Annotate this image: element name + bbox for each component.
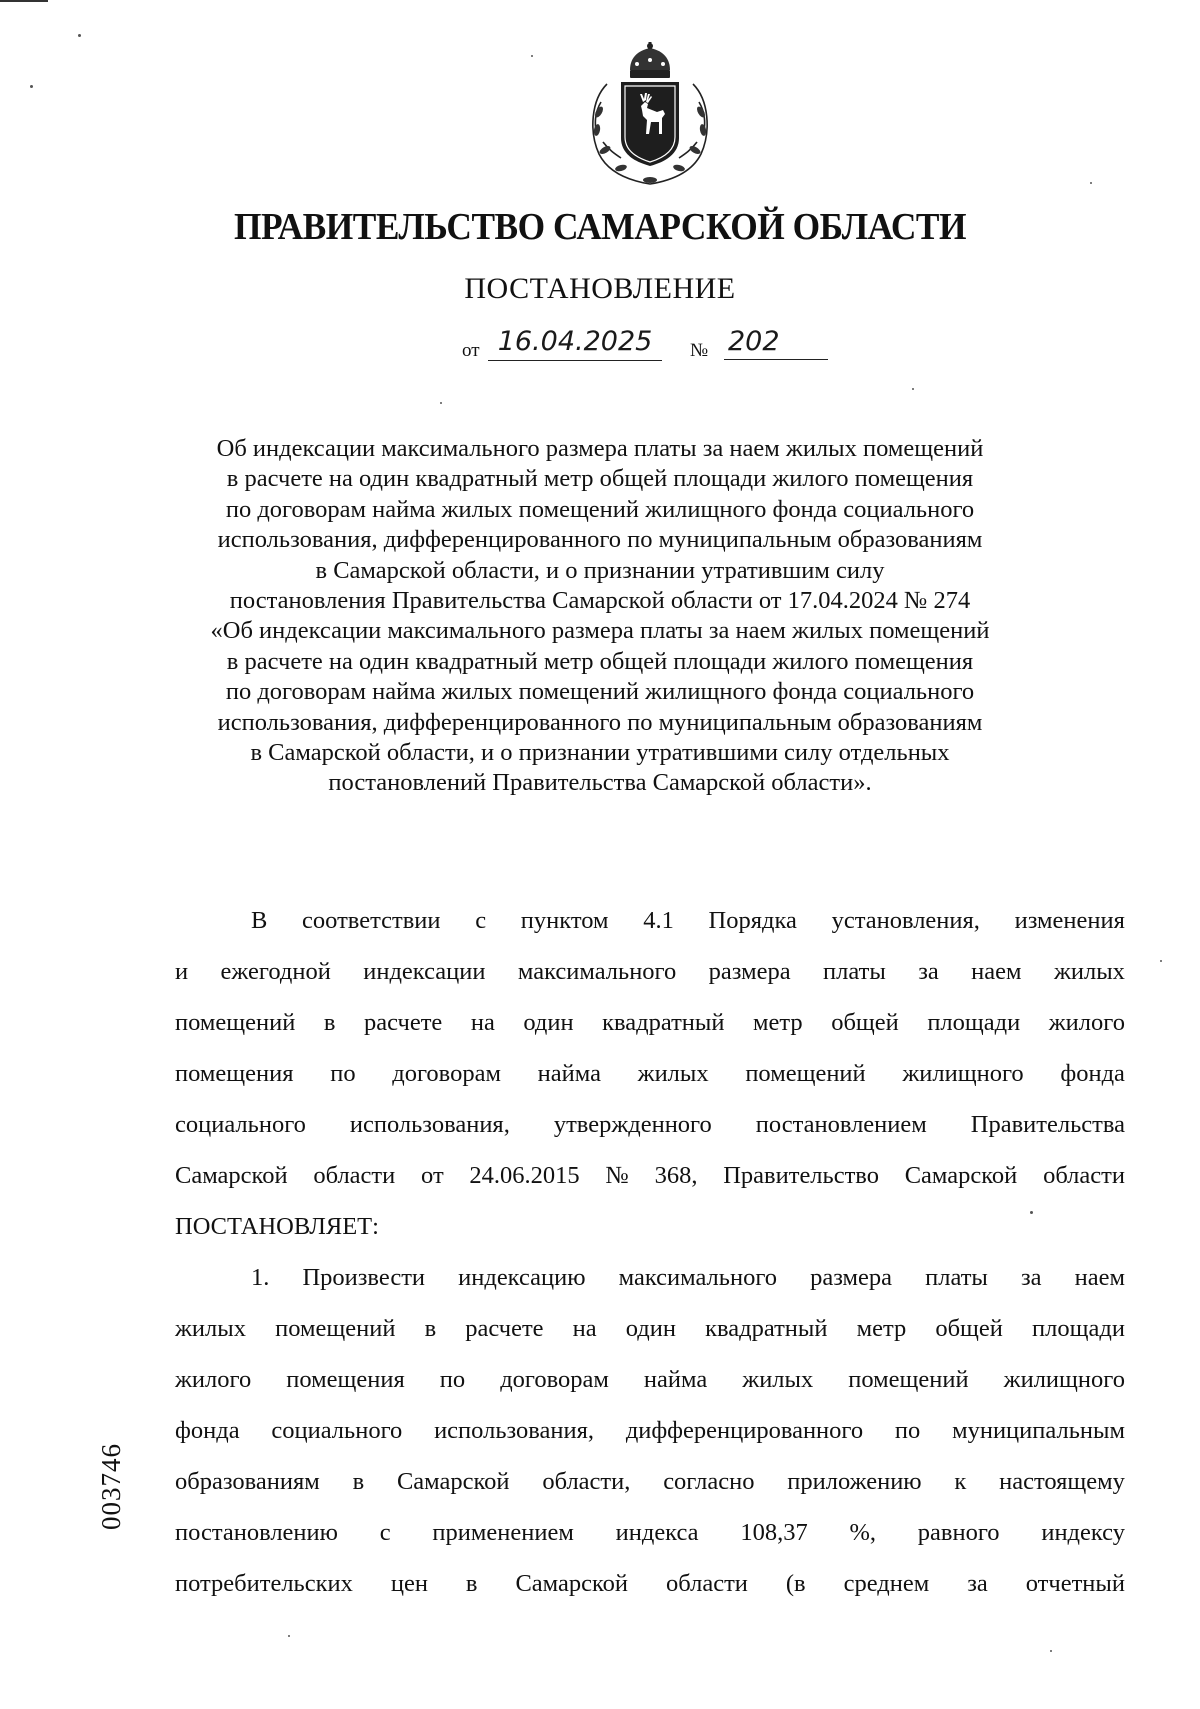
word: среднем	[843, 1570, 930, 1597]
word: наем	[1074, 1264, 1125, 1291]
paragraph-line	[175, 1099, 1125, 1150]
word: квадратный	[602, 1009, 725, 1036]
word: расчете	[364, 1009, 443, 1036]
word: в	[424, 1315, 437, 1342]
scan-speck	[78, 34, 81, 37]
word: жилищного	[1003, 1366, 1125, 1393]
word: области,	[542, 1468, 631, 1495]
word: за	[967, 1570, 988, 1597]
scan-speck	[1030, 1211, 1033, 1214]
word: к	[954, 1468, 967, 1495]
paragraph-line	[175, 895, 1125, 946]
word: ПОСТАНОВЛЯЕТ:	[175, 1213, 379, 1240]
word: в	[323, 1009, 336, 1036]
word: помещений	[745, 1060, 866, 1087]
paragraph-line	[175, 1150, 1125, 1201]
word: найма	[643, 1366, 708, 1393]
word: расчете	[465, 1315, 544, 1342]
paragraph-line	[175, 1456, 1125, 1507]
word: дифференцированного	[625, 1417, 864, 1444]
word: фонда	[1060, 1060, 1125, 1087]
paragraph-line	[175, 1201, 1125, 1252]
paragraph-line	[175, 946, 1125, 997]
word: утвержденного	[553, 1111, 712, 1138]
word: постановлению	[175, 1519, 338, 1546]
paragraph-line	[175, 1252, 1125, 1303]
word: общей	[831, 1009, 899, 1036]
word: %,	[849, 1519, 877, 1546]
word: индексу	[1041, 1519, 1125, 1546]
word: от	[421, 1162, 444, 1189]
word: с	[475, 907, 487, 934]
document-type: ПОСТАНОВЛЕНИЕ	[464, 272, 736, 305]
word: максимального	[517, 958, 677, 985]
subject-line: в расчете на один квадратный метр общей площади жилого помещения	[226, 465, 974, 493]
date-prefix: от	[462, 340, 480, 361]
word: помещений	[848, 1366, 969, 1393]
word: Самарской	[175, 1162, 288, 1189]
word: социального	[271, 1417, 403, 1444]
scan-speck	[1050, 1650, 1052, 1652]
word: равного	[917, 1519, 1000, 1546]
word: №	[605, 1162, 629, 1189]
word: размера	[810, 1264, 893, 1291]
word: помещения	[175, 1060, 294, 1087]
word: настоящему	[999, 1468, 1125, 1495]
subject-line: в Самарской области, и о признании утратившим силу	[315, 556, 885, 584]
word: согласно	[663, 1468, 755, 1495]
word: образованиям	[175, 1468, 320, 1495]
word: Произвести	[302, 1264, 426, 1291]
word: с	[379, 1519, 391, 1546]
word: жилых	[742, 1366, 814, 1393]
subject-line: использования, дифференцированного по муниципальным образованиям	[217, 708, 983, 736]
word: Правительства	[970, 1111, 1125, 1138]
samara-coat-of-arms-icon	[585, 42, 715, 187]
word: Правительство	[723, 1162, 879, 1189]
word: по	[439, 1366, 466, 1393]
subject-line: в Самарской области, и о признании утратившими силу отдельных	[250, 739, 950, 767]
word: 108,37	[740, 1519, 808, 1546]
word: ежегодной	[220, 958, 331, 985]
word: изменения	[1014, 907, 1125, 934]
word: жилого	[1048, 1009, 1125, 1036]
word: 4.1	[643, 907, 674, 934]
scan-speck	[1090, 182, 1092, 184]
word: жилых	[175, 1315, 246, 1342]
date-number-line	[462, 328, 842, 368]
scan-speck	[440, 402, 442, 404]
document-subject	[0, 434, 1200, 799]
word: В	[251, 907, 268, 934]
paragraph-line	[175, 1303, 1125, 1354]
paragraph-line	[175, 1558, 1125, 1609]
word: 368,	[654, 1162, 698, 1189]
margin-registration-number: 003746	[96, 1443, 126, 1531]
organization-title: ПРАВИТЕЛЬСТВО САМАРСКОЙ ОБЛАСТИ	[233, 206, 967, 248]
scan-speck	[30, 85, 33, 88]
word: один	[523, 1009, 574, 1036]
subject-line: Об индексации максимального размера платы за наем жилых помещений	[216, 435, 984, 462]
subject-line: «Об индексации максимального размера платы за наем жилых помещений	[210, 617, 990, 645]
word: использования,	[349, 1111, 510, 1138]
word: в	[465, 1570, 478, 1597]
word: фонда	[175, 1417, 240, 1444]
word: приложению	[787, 1468, 922, 1495]
word: отчетный	[1025, 1570, 1125, 1597]
word: размера	[708, 958, 791, 985]
preamble-paragraph	[175, 895, 1125, 1252]
clause-1-paragraph	[175, 1252, 1125, 1609]
word: потребительских	[175, 1570, 353, 1597]
word: по	[330, 1060, 356, 1087]
word: социального	[175, 1111, 306, 1138]
word: за	[1020, 1264, 1042, 1291]
word: жилых	[637, 1060, 709, 1087]
paragraph-line	[175, 1048, 1125, 1099]
word: метр	[856, 1315, 907, 1342]
word: помещений	[275, 1315, 396, 1342]
word: Порядка	[708, 907, 797, 934]
subject-line: использования, дифференцированного по муниципальным образованиям	[217, 526, 983, 554]
scan-corner-mark	[0, 0, 48, 2]
word: на	[572, 1315, 597, 1342]
word: цен	[390, 1570, 428, 1597]
paragraph-line	[175, 997, 1125, 1048]
word: один	[625, 1315, 676, 1342]
word: метр	[753, 1009, 803, 1036]
word: Самарской	[515, 1570, 629, 1597]
handwritten-date: 16.04.2025	[488, 326, 662, 361]
number-sign: №	[690, 340, 709, 361]
word: муниципальным	[952, 1417, 1125, 1444]
word: области	[1043, 1162, 1125, 1189]
scan-speck	[531, 55, 533, 57]
word: площади	[1032, 1315, 1125, 1342]
paragraph-line	[175, 1354, 1125, 1405]
word: жилищного	[902, 1060, 1024, 1087]
word: на	[470, 1009, 495, 1036]
word: жилых	[1053, 958, 1125, 985]
word: жилого	[175, 1366, 252, 1393]
scan-speck	[912, 388, 914, 390]
word: договорам	[500, 1366, 609, 1393]
subject-line: постановления Правительства Самарской области от 17.04.2024 № 274	[229, 587, 971, 615]
word: индексации	[363, 958, 486, 985]
word: наем	[971, 958, 1022, 985]
subject-line: постановлений Правительства Самарской области».	[328, 769, 872, 797]
word: 1.	[251, 1264, 270, 1291]
word: найма	[537, 1060, 601, 1087]
word: и	[175, 958, 189, 985]
word: площади	[927, 1009, 1021, 1036]
word: за	[918, 958, 939, 985]
word: Самарской	[396, 1468, 510, 1495]
word: платы	[823, 958, 886, 985]
word: платы	[925, 1264, 988, 1291]
scan-speck	[1160, 960, 1162, 962]
word: 24.06.2015	[469, 1162, 580, 1189]
word: договорам	[392, 1060, 501, 1087]
handwritten-number: 202	[724, 326, 828, 360]
word: соответствии	[302, 907, 441, 934]
paragraph-line	[175, 1405, 1125, 1456]
word: общей	[935, 1315, 1003, 1342]
word: помещения	[286, 1366, 405, 1393]
word: (в	[785, 1570, 806, 1597]
subject-line: в расчете на один квадратный метр общей площади жилого помещения	[226, 647, 974, 675]
paragraph-line	[175, 1507, 1125, 1558]
scan-speck	[288, 1635, 290, 1637]
subject-line: по договорам найма жилых помещений жилищного фонда социального	[225, 495, 975, 523]
word: помещений	[175, 1009, 296, 1036]
word: применением	[432, 1519, 574, 1546]
word: квадратный	[705, 1315, 828, 1342]
word: установления,	[831, 907, 980, 934]
word: по	[894, 1417, 921, 1444]
word: максимального	[618, 1264, 778, 1291]
word: области	[666, 1570, 748, 1597]
word: области	[313, 1162, 396, 1189]
word: индекса	[615, 1519, 699, 1546]
subject-line: по договорам найма жилых помещений жилищного фонда социального	[225, 678, 975, 706]
word: индексацию	[458, 1264, 586, 1291]
word: использования,	[434, 1417, 595, 1444]
word: в	[352, 1468, 365, 1495]
word: Самарской	[904, 1162, 1018, 1189]
word: постановлением	[755, 1111, 927, 1138]
word: пунктом	[520, 907, 609, 934]
